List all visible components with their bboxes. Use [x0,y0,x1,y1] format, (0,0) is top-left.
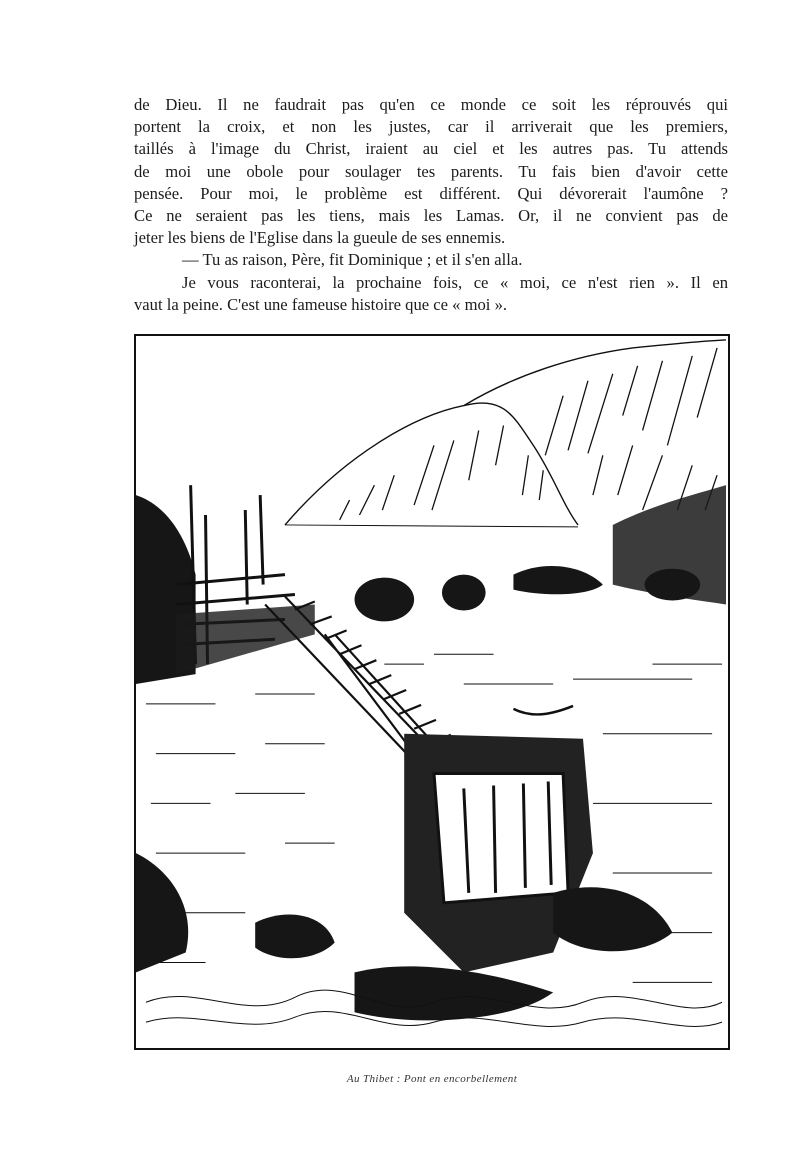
bridge-illustration [134,334,730,1050]
text-line-7: jeter les biens de l'Eglise dans la gueule de ses ennemis. [134,228,506,248]
ink-drawing [136,336,728,1048]
text-line-4: de moi une obole pour soulager tes parents. Tu fais bien d'avoir cette [134,161,728,181]
text-line-8-dialogue: — Tu as raison, Père, fit Dominique ; et il s'en alla. [182,250,523,270]
text-line-1: de Dieu. Il ne faudrait pas qu'en ce monde ce soit les réprouvés qui [134,95,728,114]
figure-caption: Au Thibet : Pont en encorbellement [346,1073,518,1085]
body-text [134,94,728,316]
text-line-3: taillés à l'image du Christ, iraient au ciel et les autres pas. Tu attends [134,139,728,159]
text-line-5: pensée. Pour moi, le problème est différent. Qui dévorerait l'aumône ? [134,183,728,203]
text-line-2: portent la croix, et non les justes, car il arriverait que les premiers, [134,117,728,137]
text-line-10: vaut la peine. C'est une fameuse histoire que ce « moi ». [134,294,508,314]
text-line-6: Ce ne seraient pas les tiens, mais les Lamas. Or, il ne convient pas de [134,206,728,226]
left-bridge-shadow [176,604,315,674]
text-line-9: Je vous raconterai, la prochaine fois, ce « moi, ce n'est rien ». Il en [182,272,728,292]
